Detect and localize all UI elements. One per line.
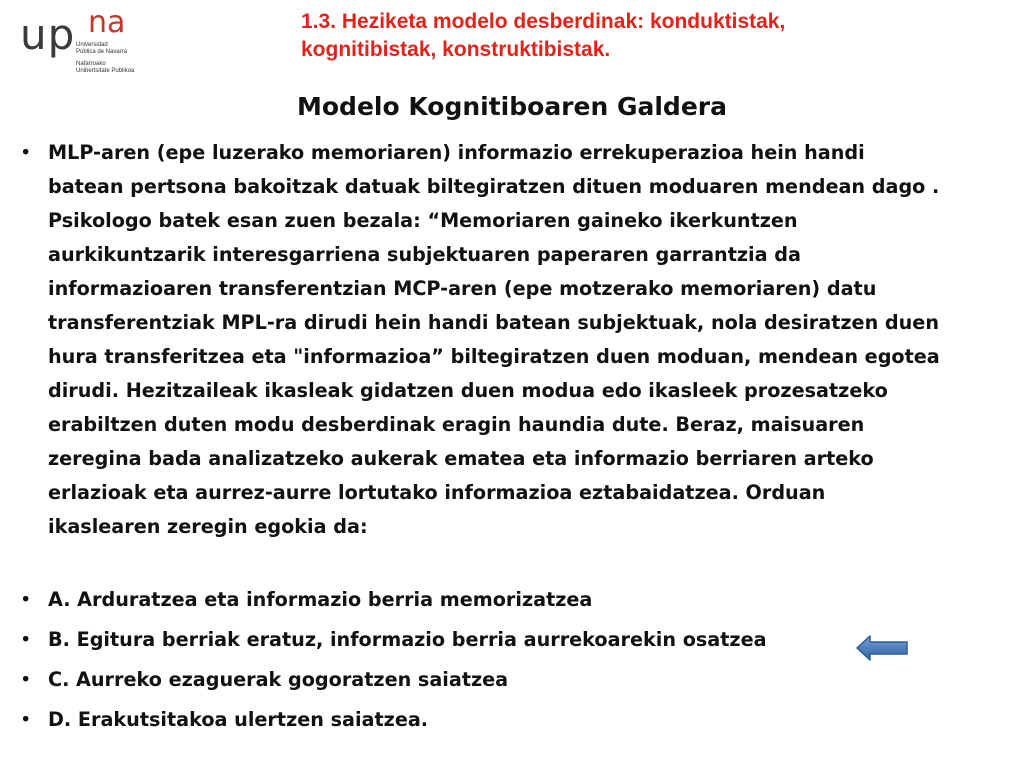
bullet-dot: • bbox=[20, 628, 32, 651]
logo-line: Nafarroako bbox=[76, 61, 106, 67]
question-line: MLP-aren (epe luzerako memoriaren) informazio errekuperazioa hein handi bbox=[48, 141, 865, 164]
bullet-dot: • bbox=[20, 668, 32, 691]
logo-subtitle bbox=[76, 42, 134, 75]
question-line: dirudi. Hezitzaileak ikasleak gidatzen duen modua edo ikasleek prozesatzeko bbox=[48, 379, 888, 402]
question-line: erabiltzen duten modu desberdinak eragin haundia dute. Beraz, maisuaren bbox=[48, 413, 865, 436]
question-line: aurkikuntzarik interesgarriena subjektuaren paperaren garrantzia da bbox=[48, 243, 801, 266]
upna-logo bbox=[20, 5, 150, 74]
bullet-dot: • bbox=[20, 588, 32, 611]
option-text: A. Arduratzea eta informazio berria memorizatzea bbox=[48, 588, 593, 611]
logo-line: Universidad bbox=[76, 42, 108, 48]
option-d bbox=[20, 700, 1010, 740]
logo-wordmark-up: up bbox=[20, 10, 76, 59]
question-line: ikaslearen zeregin egokia da: bbox=[48, 515, 368, 538]
section-heading-line: 1.3. Heziketa modelo desberdinak: konduktistak, bbox=[301, 10, 786, 33]
left-arrow-icon bbox=[856, 634, 908, 662]
question-line: batean pertsona bakoitzak datuak biltegiratzen dituen moduaren mendean dago . bbox=[48, 175, 940, 198]
option-c bbox=[20, 660, 1010, 700]
question-line: hura transferitzea eta "informazioa” biltegiratzen duen moduan, mendean egotea bbox=[48, 345, 940, 368]
question-line: informazioaren transferentzian MCP-aren (epe motzerako memoriaren) datu bbox=[48, 277, 877, 300]
option-text: C. Aurreko ezaguerak gogoratzen saiatzea bbox=[48, 668, 509, 691]
logo-line: Unibertsitate Publikoa bbox=[76, 68, 135, 74]
logo-line: Pública de Navarra bbox=[76, 49, 128, 55]
section-heading bbox=[301, 8, 1001, 64]
option-text: D. Erakutsitakoa ulertzen saiatzea. bbox=[48, 708, 429, 731]
question-line: zeregina bada analizatzeko aukerak ematea eta informazio berriaren arteko bbox=[48, 447, 874, 470]
logo-wordmark-na: na bbox=[88, 5, 126, 40]
bullet-dot: • bbox=[20, 708, 32, 731]
question-line: erlazioak eta aurrez-aurre lortutako informazioa eztabaidatzea. Orduan bbox=[48, 481, 826, 504]
option-a bbox=[20, 580, 1010, 620]
bullet-dot: • bbox=[20, 141, 32, 164]
slide-title: Modelo Kognitiboaren Galdera bbox=[297, 92, 727, 121]
section-heading-line: kognitibistak, konstruktibistak. bbox=[301, 38, 611, 61]
question-line: Psikologo batek esan zuen bezala: “Memoriaren gaineko ikerkuntzen bbox=[48, 209, 798, 232]
option-text: B. Egitura berriak eratuz, informazio berria aurrekoarekin osatzea bbox=[48, 628, 767, 651]
question-line: transferentziak MPL-ra dirudi hein handi batean subjektuak, nola desiratzen duen bbox=[48, 311, 939, 334]
question-bullet bbox=[20, 136, 1010, 544]
